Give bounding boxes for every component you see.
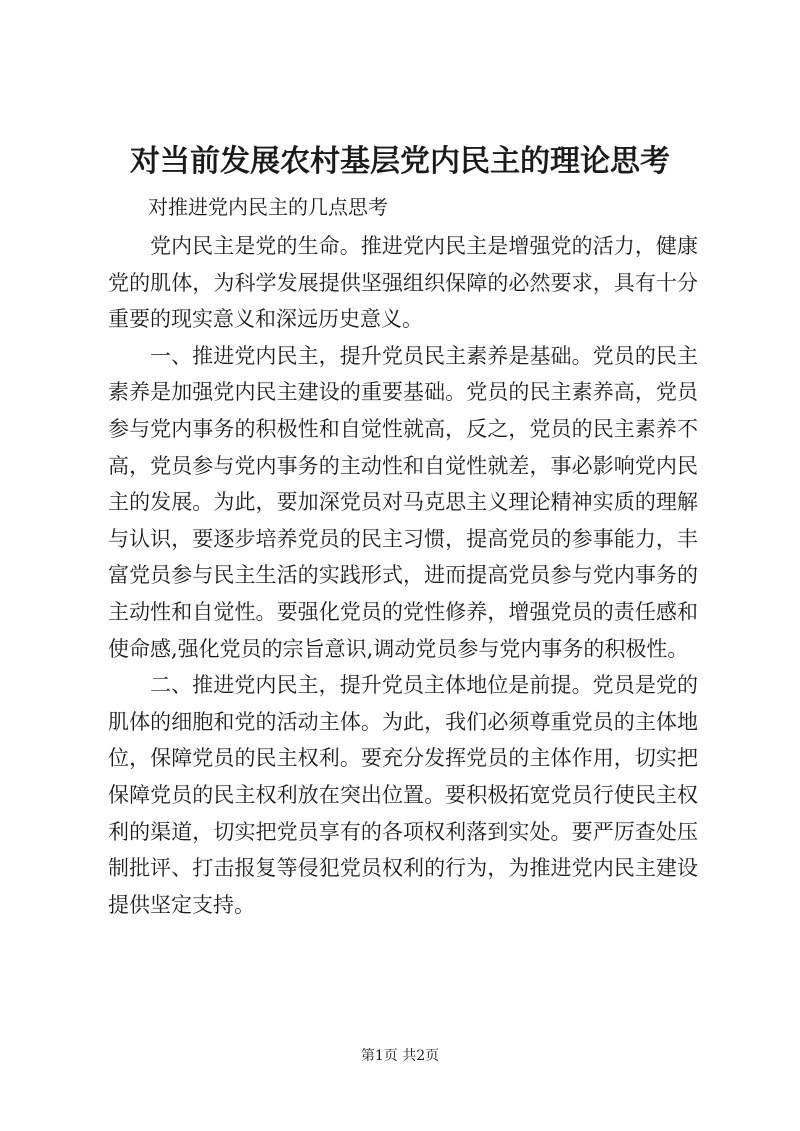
document-title: 对当前发展农村基层党内民主的理论思考 xyxy=(130,144,670,179)
document-body xyxy=(108,228,698,923)
paragraph-intro: 党内民主是党的生命。推进党内民主是增强党的活力，健康党的肌体，为科学发展提供坚强组织保障的必然要求，具有十分重要的现实意义和深远历史意义。 xyxy=(108,234,698,332)
paragraph-section-one: 一、推进党内民主，提升党员民主素养是基础。党员的民主素养是加强党内民主建设的重要基础。党员的民主素养高，党员参与党内事务的积极性和自觉性就高，反之，党员的民主素养不高，党员参与党内事务的主动性和自觉性就差，事必影响党内民主的发展。为此，要加深党员对马克思主义理论精神实质的理解与认识，要逐步培养党员的民主习惯，提高党员的参事能力，丰富党员参与民主生活的实践形式，进而提高党员参与党内事务的主动性和自觉性。要强化党员的党性修养，增强党员的责任感和使命感,强化党员的宗旨意识,调动党员参与党内事务的积极性。 xyxy=(108,343,698,661)
paragraph-section-two: 二、推进党内民主，提升党员主体地位是前提。党员是党的肌体的细胞和党的活动主体。为此，我们必须尊重党员的主体地位，保障党员的民主权利。要充分发挥党员的主体作用，切实把保障党员的民主权利放在突出位置。要积极拓宽党员行使民主权利的渠道，切实把党员享有的各项权利落到实处。要严厉查处压制批评、打击报复等侵犯党员权利的行为，为推进党内民主建设提供坚定支持。 xyxy=(108,673,698,917)
page-number-footer: 第1页 共2页 xyxy=(360,1048,440,1064)
document-subtitle: 对推进党内民主的几点思考 xyxy=(148,195,388,219)
